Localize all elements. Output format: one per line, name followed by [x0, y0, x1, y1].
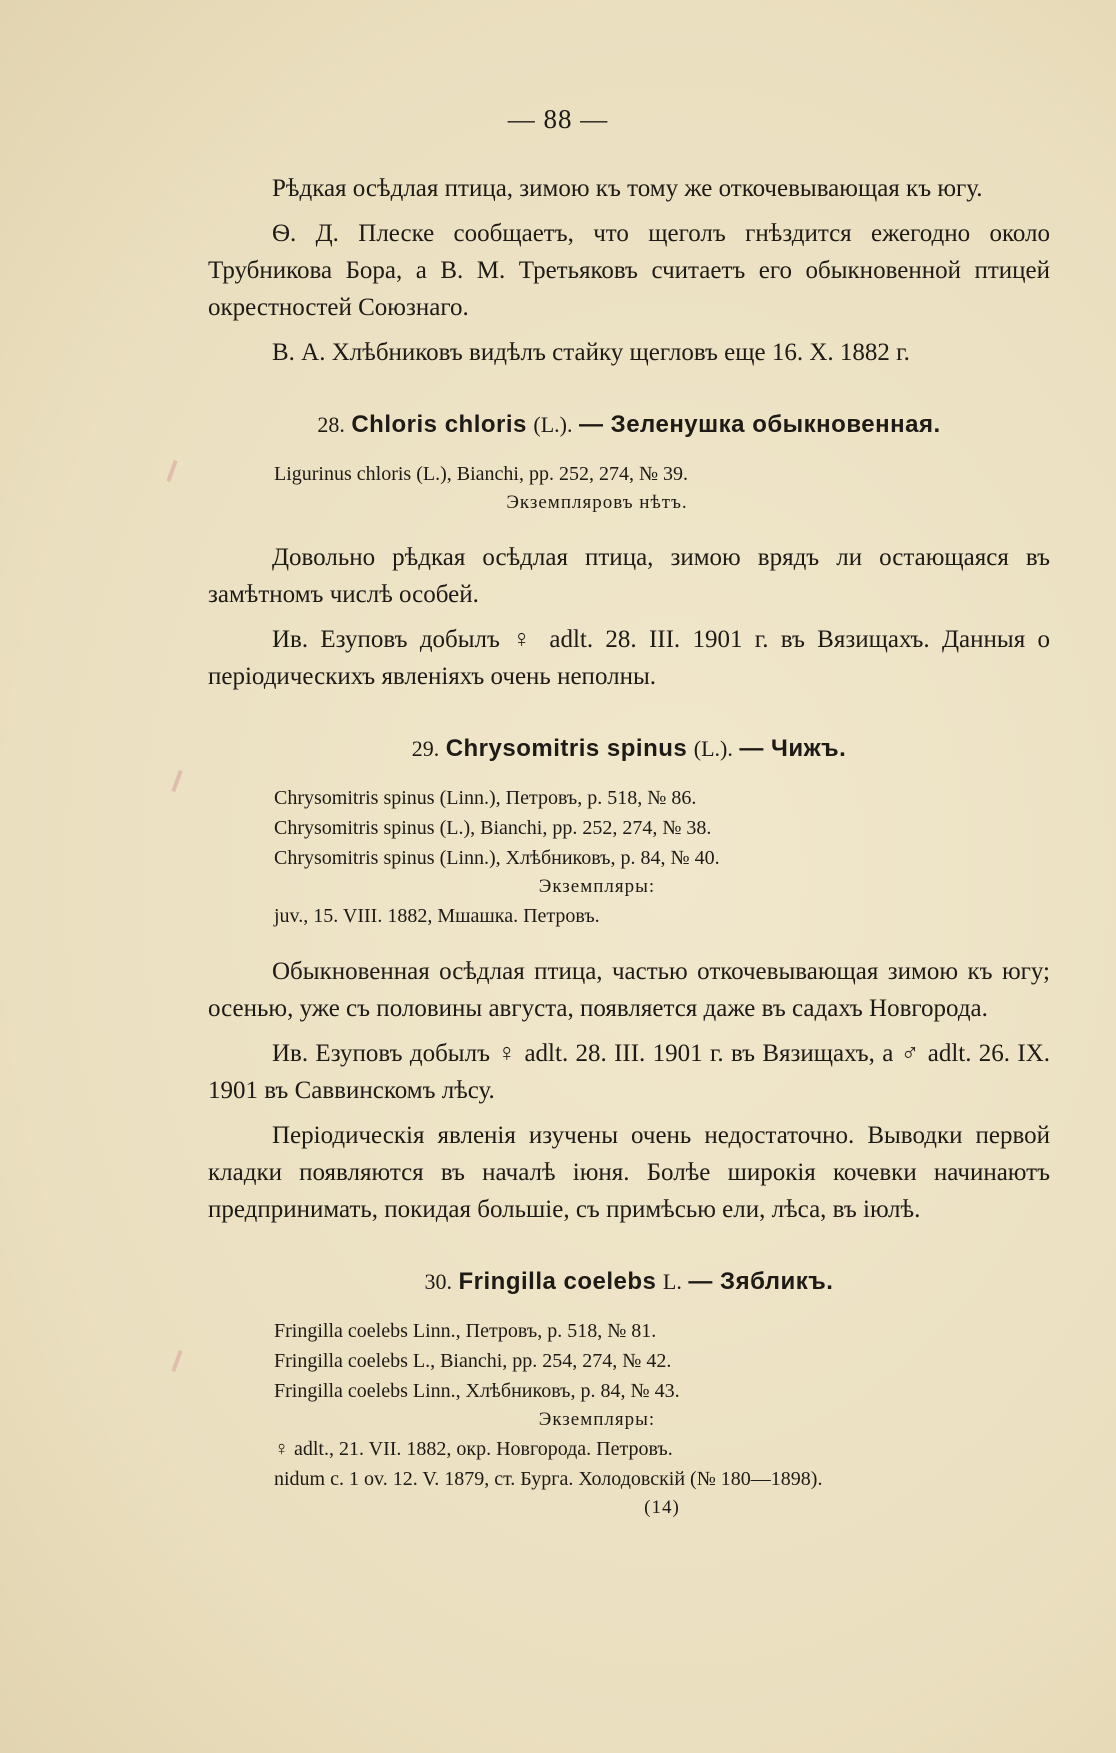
specimens-label: Экземпляры: — [538, 1409, 656, 1430]
margin-check-mark — [171, 770, 182, 792]
species-heading-30 — [208, 1266, 1050, 1296]
species-russian-name: — Зябликъ. — [688, 1268, 834, 1295]
species-heading-29 — [208, 733, 1050, 763]
species-russian-name: — Зеленушка обыкновенная. — [578, 411, 941, 438]
references-30 — [208, 1316, 1050, 1522]
species-author: (L.). — [693, 736, 733, 761]
species-latin-name: Fringilla coelebs — [458, 1268, 657, 1295]
reference-line: Ligurinus chloris (L.), Bianchi, pp. 252, 274, № 39. — [274, 463, 689, 485]
reference-line: Fringilla coelebs Linn., Хлѣбниковъ, p. 84, № 43. — [274, 1380, 680, 1402]
margin-check-mark — [171, 1350, 182, 1372]
species-number: 30. — [424, 1269, 453, 1294]
specimen-line: juv., 15. VIII. 1882, Мшашка. Петровъ. — [274, 905, 600, 927]
specimens-label: Экземпляры: — [538, 876, 656, 897]
species-latin-name: Chrysomitris spinus — [445, 735, 688, 762]
species-text-29-1: Обыкновенная осѣдлая птица, частью откочевывающая зимою къ югу; осенью, уже съ половины августа, появляется даже въ садахъ Новгорода. — [208, 958, 1050, 1022]
species-number: 28. — [317, 412, 345, 437]
references-29 — [208, 783, 1050, 931]
species-author: (L.). — [533, 412, 573, 437]
species-text-28-1: Довольно рѣдкая осѣдлая птица, зимою врядъ ли остающаяся въ замѣтномъ числѣ особей. — [208, 544, 1050, 608]
reference-line: Chrysomitris spinus (Linn.), Петровъ, p. 518, № 86. — [274, 787, 697, 809]
specimen-line: ♀ adlt., 21. VII. 1882, окр. Новгорода. Петровъ. — [274, 1438, 673, 1460]
specimens-label: Экземпляровъ нѣтъ. — [506, 492, 688, 513]
intro-paragraph-2: Ѳ. Д. Плеске сообщаетъ, что щеголъ гнѣздится ежегодно около Трубникова Бора, а В. М. Третьяковъ считаетъ его обыкновенной птицей окрестностей Союзнаго. — [208, 220, 1050, 321]
page-number: — 88 — — [507, 104, 609, 134]
species-latin-name: Chloris chloris — [351, 411, 527, 438]
reference-line: Chrysomitris spinus (Linn.), Хлѣбниковъ, p. 84, № 40. — [274, 847, 720, 869]
species-text-29-2: Ив. Езуповъ добылъ ♀ adlt. 28. III. 1901 г. въ Вязищахъ, а ♂ adlt. 26. IX. 1901 въ Саввинскомъ лѣсу. — [208, 1040, 1050, 1104]
species-russian-name: — Чижъ. — [739, 735, 847, 762]
reference-line: Chrysomitris spinus (L.), Bianchi, pp. 252, 274, № 38. — [274, 817, 712, 839]
printer-signature: (14) — [644, 1497, 680, 1518]
specimen-line: nidum c. 1 ov. 12. V. 1879, ст. Бурга. Холодовскій (№ 180—1898). — [274, 1468, 823, 1490]
text-column — [208, 170, 1050, 1544]
species-text-28-2: Ив. Езуповъ добылъ ♀ adlt. 28. III. 1901 г. въ Вязищахъ. Данныя о періодическихъ явленіяхъ очень неполны. — [208, 626, 1050, 690]
intro-paragraph-1: Рѣдкая осѣдлая птица, зимою къ тому же откочевывающая къ югу. — [272, 175, 983, 202]
species-author: L. — [662, 1269, 682, 1294]
species-heading-28 — [208, 409, 1050, 439]
intro-paragraph-3: В. А. Хлѣбниковъ видѣлъ стайку щегловъ еще 16. X. 1882 г. — [272, 339, 910, 366]
margin-check-mark — [166, 460, 177, 482]
species-number: 29. — [411, 736, 440, 761]
reference-line: Fringilla coelebs L., Bianchi, pp. 254, 274, № 42. — [274, 1350, 672, 1372]
references-28 — [208, 459, 1050, 517]
reference-line: Fringilla coelebs Linn., Петровъ, p. 518, № 81. — [274, 1320, 657, 1342]
species-text-29-3: Періодическія явленія изучены очень недостаточно. Выводки первой кладки появляются въ началѣ іюня. Болѣе широкія кочевки начинаютъ предпринимать, покидая большіе, съ примѣсью ели, лѣса, въ іюлѣ. — [208, 1122, 1050, 1223]
